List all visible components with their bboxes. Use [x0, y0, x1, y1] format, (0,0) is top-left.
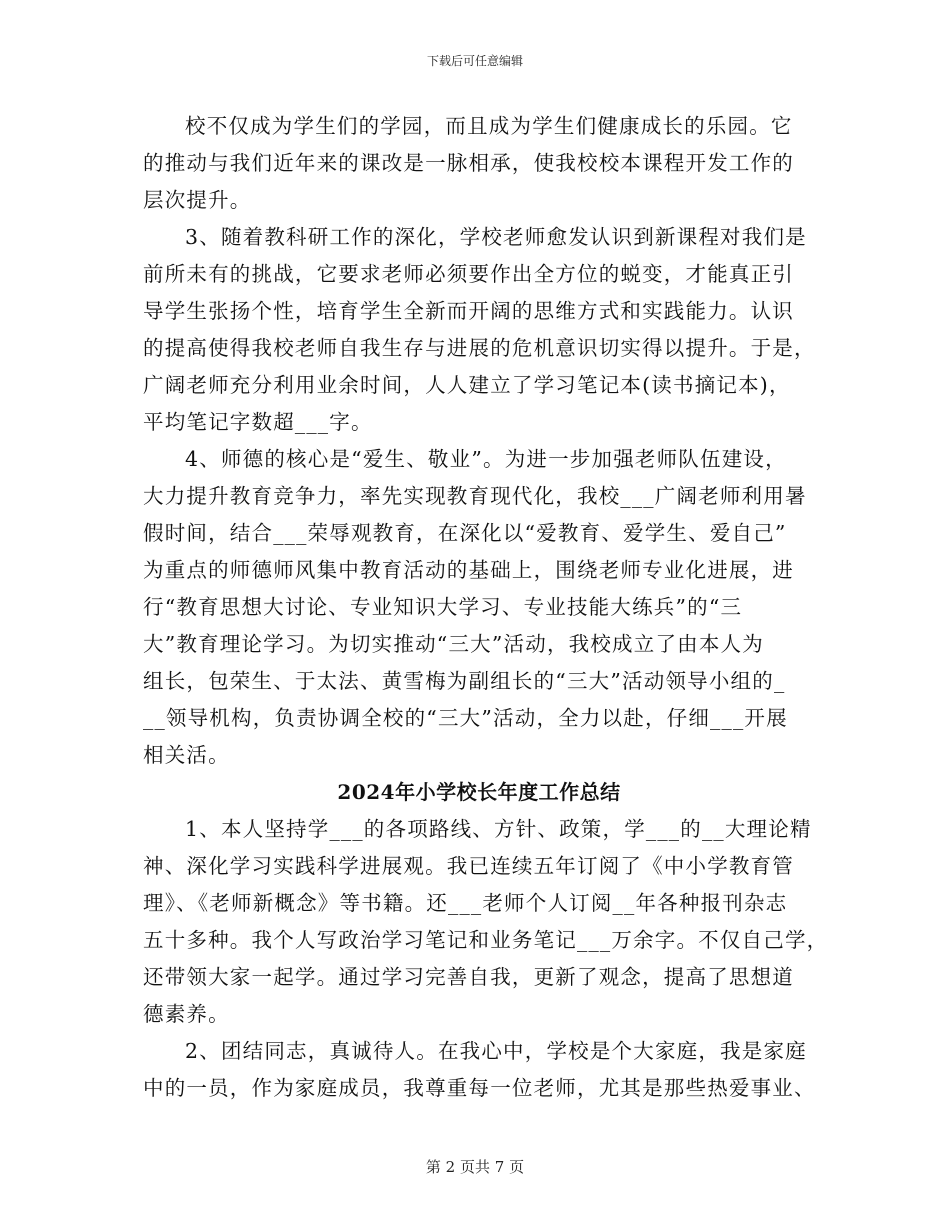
- paragraph-line: 2、团结同志，真诚待人。在我心中，学校是个大家庭，我是家庭: [185, 1039, 807, 1063]
- paragraph-line: 大力提升教育竞争力，率先实现教育现代化，我校___广阔老师利用暑: [143, 484, 807, 508]
- paragraph-line: 校不仅成为学生们的学园，而且成为学生们健康成长的乐园。它: [185, 114, 793, 138]
- paragraph-line: 假时间，结合___荣辱观教育，在深化以“爱教育、爱学生、爱自己”: [143, 521, 787, 545]
- paragraph-line: 3、随着教科研工作的深化，学校老师愈发认识到新课程对我们是: [185, 225, 807, 249]
- paragraph-line: 4、师德的核心是“爱生、敬业”。为进一步加强老师队伍建设，: [185, 447, 787, 471]
- paragraph-line: 行“教育思想大讨论、专业知识大学习、专业技能大练兵”的“三: [143, 595, 743, 619]
- document-body: [143, 108, 829, 1107]
- paragraph-line: 组长，包荣生、于太法、黄雪梅为副组长的“三大”活动领导小组的_: [143, 669, 786, 693]
- page-footer: 第 2 页共 7 页: [425, 1158, 525, 1176]
- paragraph-line: 前所未有的挑战，它要求老师必须要作出全方位的蜕变，才能真正引: [143, 262, 794, 286]
- paragraph-line: 导学生张扬个性，培育学生全新而开阔的思维方式和实践能力。认识: [143, 299, 794, 323]
- paragraph-line: 1、本人坚持学___的各项路线、方针、政策，学___的__大理论精: [185, 817, 812, 841]
- paragraph-line: 的提高使得我校老师自我生存与进展的危机意识切实得以提升。于是，: [143, 336, 816, 360]
- paragraph-line: 层次提升。: [143, 188, 252, 212]
- paragraph-line: 德素养。: [143, 1002, 230, 1026]
- paragraph-line: 相关活。: [143, 743, 230, 767]
- paragraph-line: 平均笔记字数超___字。: [143, 410, 373, 434]
- paragraph-line: 中的一员，作为家庭成员，我尊重每一位老师，尤其是那些热爱事业、: [143, 1076, 816, 1100]
- paragraph-line: 还带领大家一起学。通过学习完善自我，更新了观念，提高了思想道: [143, 965, 794, 989]
- paragraph-line: 大”教育理论学习。为切实推动“三大”活动，我校成立了由本人为: [143, 632, 764, 656]
- paragraph-line: 五十多种。我个人写政治学习笔记和业务笔记___万余字。不仅自己学，: [143, 928, 829, 952]
- paragraph-line: 的推动与我们近年来的课改是一脉相承，使我校校本课程开发工作的: [143, 151, 794, 175]
- paragraph-line: 理》、《老师新概念》等书籍。还___老师个人订阅__年各种报刊杂志: [143, 891, 788, 915]
- paragraph-line: 广阔老师充分利用业余时间，人人建立了学习笔记本(读书摘记本)，: [143, 373, 791, 397]
- page-header: 下载后可任意编辑: [426, 54, 523, 68]
- paragraph-line: 神、深化学习实践科学进展观。我已连续五年订阅了《中小学教育管: [143, 854, 794, 878]
- paragraph-line: __领导机构，负责协调全校的“三大”活动，全力以赴，仔细___开展: [143, 706, 788, 730]
- paragraph-line: 为重点的师德师风集中教育活动的基础上，围绕老师专业化进展，进: [143, 558, 794, 582]
- section-title: 2024年小学校长年度工作总结: [337, 780, 621, 804]
